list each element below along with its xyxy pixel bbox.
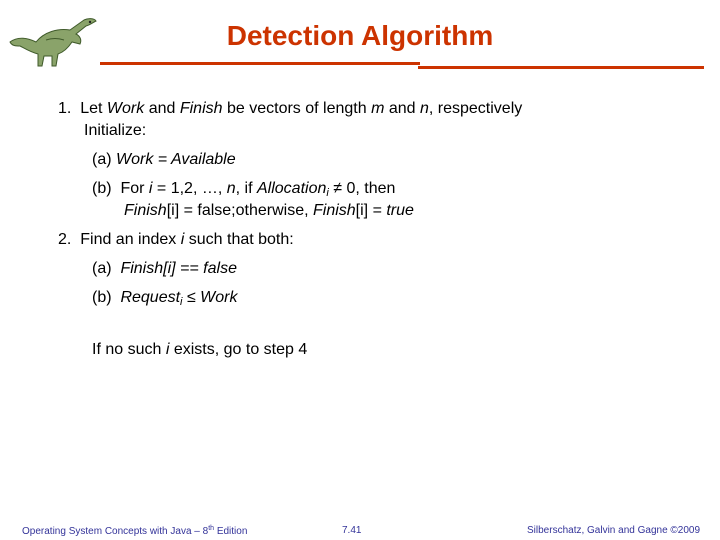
step-1b-text: [i] = false;otherwise, xyxy=(166,202,313,219)
step-2-note xyxy=(92,340,307,360)
bracket: [ xyxy=(163,260,168,277)
step-1-text: Let xyxy=(80,100,107,117)
footer-text: Edition xyxy=(214,526,248,537)
step-1b-line-1 xyxy=(92,179,395,203)
footer-copyright: Silberschatz, Galvin and Gagne ©2009 xyxy=(527,525,701,536)
step-2b-text: ≤ Work xyxy=(182,289,238,306)
step-1b-text: [i] = xyxy=(355,202,387,219)
slide-title: Detection Algorithm xyxy=(226,20,494,51)
step-1-text: and xyxy=(384,100,420,117)
step-2-text: Find an index xyxy=(80,231,181,248)
finish-term: Finish xyxy=(312,202,356,219)
m-term: m xyxy=(371,100,385,117)
step-1b-line-2 xyxy=(124,201,414,221)
step-2a-text: ] == false xyxy=(171,260,237,277)
n-term: n xyxy=(226,180,236,197)
allocation-subscript: i xyxy=(326,187,329,199)
footer-text: Operating System Concepts with Java – 8 xyxy=(22,526,209,537)
step-2-line xyxy=(58,230,294,250)
step-1-text: be vectors of length xyxy=(222,100,372,117)
title-underline-left xyxy=(100,62,420,65)
step-2a xyxy=(92,259,237,279)
step-1a-text: Work = Available xyxy=(116,151,236,168)
allocation-term: Allocation xyxy=(256,180,327,197)
note-text: exists, go to step 4 xyxy=(169,341,308,358)
footer-page-number: 7.41 xyxy=(342,525,362,536)
request-term: Request xyxy=(120,289,181,306)
step-2-number: 2. xyxy=(58,231,72,248)
step-1b-text: ≠ 0, then xyxy=(328,180,396,197)
step-2-text: such that both: xyxy=(184,231,294,248)
step-1b-label: (b) xyxy=(92,180,112,197)
finish-term: Finish xyxy=(179,100,223,117)
note-text: If no such xyxy=(92,341,166,358)
step-1a xyxy=(92,150,236,170)
step-1b-text: , if xyxy=(235,180,257,197)
step-2b-label: (b) xyxy=(92,289,112,306)
finish-term: Finish xyxy=(120,260,164,277)
request-subscript: i xyxy=(180,296,183,308)
i-term: i xyxy=(165,341,170,358)
finish-term: Finish xyxy=(124,202,167,219)
step-2a-label: (a) xyxy=(92,260,112,277)
step-1a-label: (a) xyxy=(92,151,112,168)
step-1-number: 1. xyxy=(58,100,72,117)
i-term: i xyxy=(148,180,153,197)
step-1b-text: = 1,2, …, xyxy=(152,180,227,197)
step-1-line-1 xyxy=(58,99,522,119)
footer-superscript: th xyxy=(208,525,215,532)
step-1-text: , respectively xyxy=(428,100,523,117)
step-2b xyxy=(92,288,238,312)
footer-book-title xyxy=(22,525,247,537)
step-1b-text: For xyxy=(120,180,149,197)
true-term: true xyxy=(386,202,414,219)
work-term: Work xyxy=(106,100,145,117)
step-1-initialize: Initialize: xyxy=(84,122,147,139)
i-term: i xyxy=(167,260,172,277)
step-1-text: and xyxy=(144,100,180,117)
title-underline-right xyxy=(418,66,704,69)
n-term: n xyxy=(419,100,429,117)
i-term: i xyxy=(180,231,185,248)
